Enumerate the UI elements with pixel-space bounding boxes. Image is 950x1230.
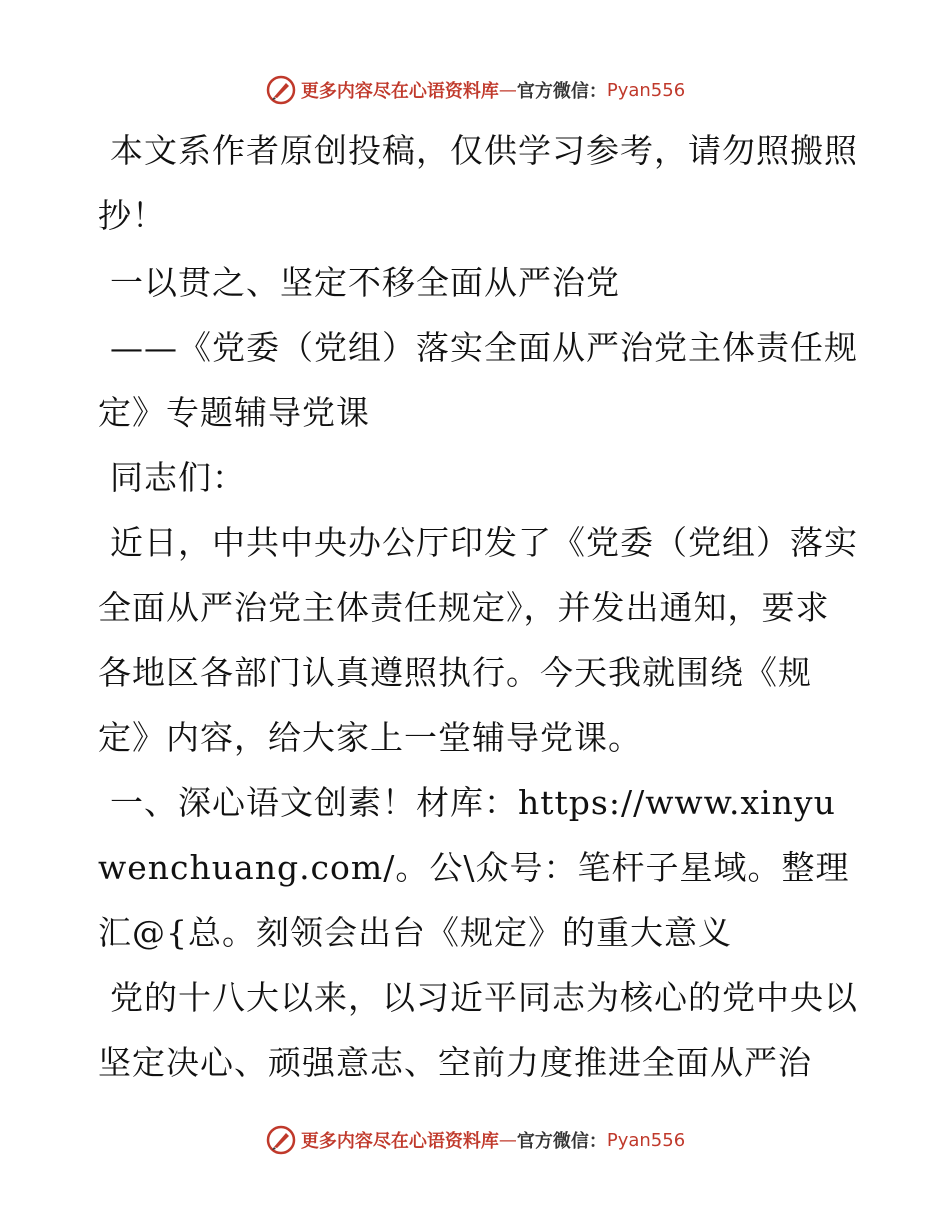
banner-dash: — <box>498 1129 517 1151</box>
header-banner <box>0 70 950 110</box>
document-title: 一以贯之、坚定不移全面从严治党 <box>110 263 620 302</box>
document-subtitle: ——《党委（党组）落实全面从严治党主体责任规定》专题辅导党课 <box>98 328 858 432</box>
banner-main-text: 更多内容尽在心语资料库 <box>300 81 499 102</box>
banner-wechat-label: 官方微信： <box>516 1131 607 1152</box>
document-body <box>98 118 858 1095</box>
banner-dash: — <box>498 79 517 101</box>
banner-wechat-id: Pyan556 <box>606 1129 686 1151</box>
footer-banner <box>0 1120 950 1160</box>
quill-pen-logo-icon <box>265 1124 297 1156</box>
quill-pen-logo-icon <box>265 74 297 106</box>
banner-wechat-id: Pyan556 <box>606 79 686 101</box>
greeting: 同志们： <box>110 458 246 497</box>
paragraph-2: 党的十八大以来，以习近平同志为核心的党中央以坚定决心、顽强意志、空前力度推进全面从严治 <box>98 978 858 1082</box>
banner-main-text: 更多内容尽在心语资料库 <box>300 1131 499 1152</box>
intro-notice: 本文系作者原创投稿，仅供学习参考，请勿照搬照抄！ <box>98 131 858 235</box>
paragraph-1: 近日，中共中央办公厅印发了《党委（党组）落实全面从严治党主体责任规定》，并发出通知，要求各地区各部门认真遵照执行。今天我就围绕《规定》内容，给大家上一堂辅导党课。 <box>98 523 858 757</box>
section-heading-1: 一、深心语文创素！材库：https://www.xinyuwenchuang.com/。公\众号：笔杆子星域。整理汇@{总。刻领会出台《规定》的重大意义 <box>98 783 850 952</box>
banner-wechat-label: 官方微信： <box>516 81 607 102</box>
